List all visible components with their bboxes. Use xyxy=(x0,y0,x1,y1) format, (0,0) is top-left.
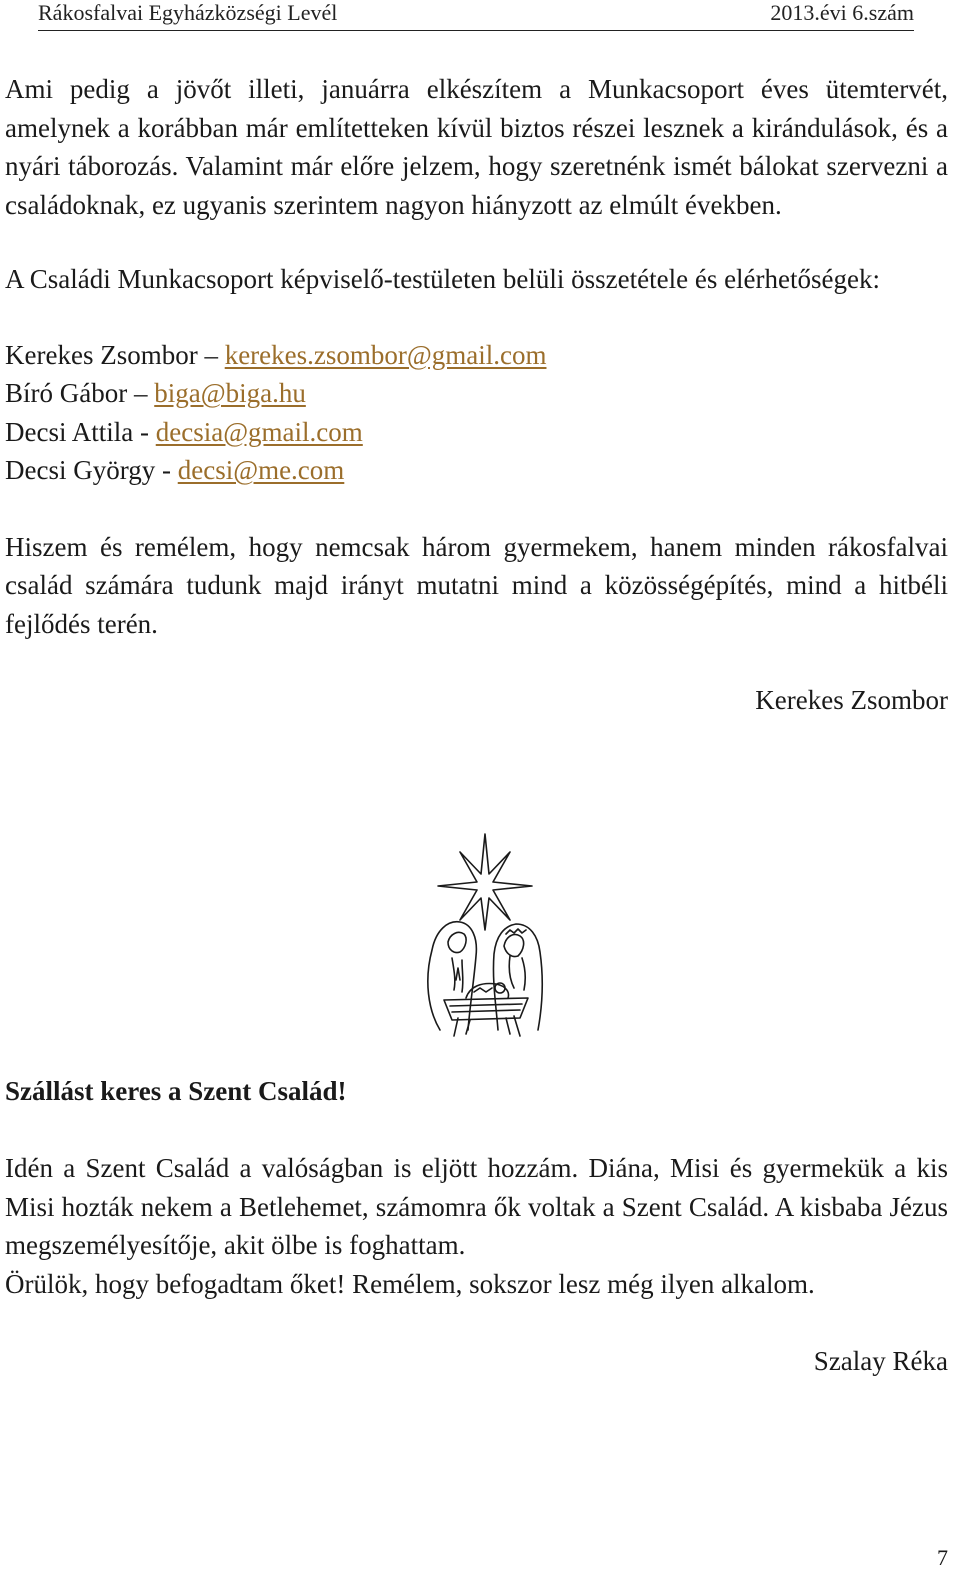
nativity-scene-icon xyxy=(410,830,560,1040)
composition-paragraph: A Családi Munkacsoport képviselő-testületen belüli összetétele és elérhetőségek: xyxy=(5,264,880,294)
contact-separator: – xyxy=(197,339,225,370)
email-link[interactable]: decsia@gmail.com xyxy=(155,416,363,447)
article-body xyxy=(5,70,948,720)
article2-body xyxy=(5,1149,948,1381)
contact-separator: – xyxy=(127,378,155,408)
article-heading: Szállást keres a Szent Család! xyxy=(5,1076,347,1106)
contact-list xyxy=(5,336,948,490)
contact-name: Decsi Attila xyxy=(5,416,134,447)
intro-paragraph: Ami pedig a jövőt illeti, januárra elkészítem a Munkacsoport éves ütemtervét, amelynek a korábban már említetteken kívül biztos részei lesznek a kirándulások, és a nyári táborozás. Valamint már előre jelzem, hogy szeretnénk ismét bálokat szervezni a családoknak, ez ugyanis szerintem nagyon hiányzott az elmúlt években. xyxy=(5,74,948,220)
contact-separator: - xyxy=(155,455,178,485)
page-header xyxy=(38,0,914,31)
page-number: 7 xyxy=(937,1545,948,1570)
contact-row xyxy=(5,413,948,452)
contact-row xyxy=(5,336,948,375)
email-link[interactable]: decsi@me.com xyxy=(177,455,345,485)
contact-row xyxy=(5,451,948,490)
issue-number: 2013.évi 6.szám xyxy=(770,0,914,25)
contact-name: Kerekes Zsombor xyxy=(5,339,198,370)
contact-name: Bíró Gábor xyxy=(5,378,128,408)
email-link[interactable]: kerekes.zsombor@gmail.com xyxy=(224,339,547,370)
signature-szalay: Szalay Réka xyxy=(813,1346,948,1376)
contact-separator: - xyxy=(133,416,156,447)
signature-kerekes: Kerekes Zsombor xyxy=(755,685,948,715)
email-link[interactable]: biga@biga.hu xyxy=(154,378,306,408)
article2-paragraph-2: Örülök, hogy befogadtam őket! Remélem, sokszor lesz még ilyen alkalom. xyxy=(5,1268,815,1299)
hope-paragraph: Hiszem és remélem, hogy nemcsak három gyermekem, hanem minden rákosfalvai család számára tudunk majd irányt mutatni mind a közösségépítés, mind a hitbéli fejlődés terén. xyxy=(5,531,948,639)
article2-paragraph-1: Idén a Szent Család a valóságban is eljött hozzám. Diána, Misi és gyermekük a kis Misi hozták nekem a Betlehemet, számomra ők voltak a Szent Család. A kisbaba Jézus megszemélyesítője, akit ölbe is foghattam. xyxy=(5,1153,948,1260)
contact-row xyxy=(5,374,948,413)
newsletter-title: Rákosfalvai Egyházközségi Levél xyxy=(38,0,338,25)
contact-name: Decsi György xyxy=(5,455,156,485)
